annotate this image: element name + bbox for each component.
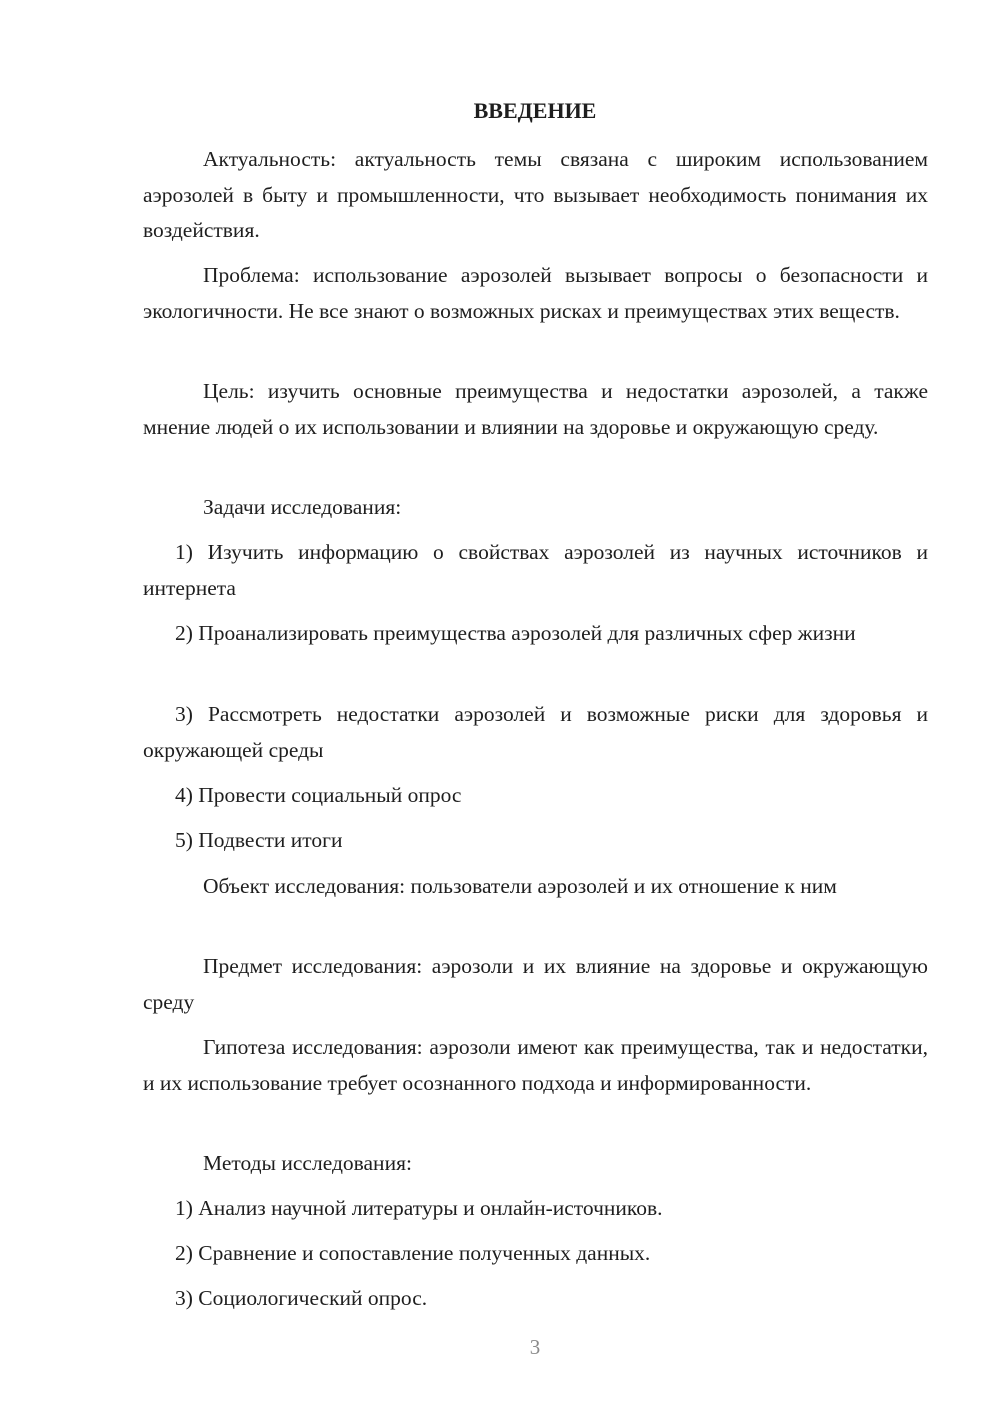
task-item-2: 2) Проанализировать преимущества аэрозолей для различных сфер жизни [175,621,856,645]
paragraph-problem: Проблема: использование аэрозолей вызывает вопросы о безопасности и экологичности. Не все знают о возможных рисках и преимуществах этих веществ. [143,263,928,323]
task-item-1: 1) Изучить информацию о свойствах аэрозолей из научных источников и интернета [143,540,928,600]
task-item-3: 3) Рассмотреть недостатки аэрозолей и возможные риски для здоровья и окружающей среды [143,702,928,762]
paragraph-relevance: Актуальность: актуальность темы связана с широким использованием аэрозолей в быту и промышленности, что вызывает необходимость понимания их воздействия. [143,147,928,242]
tasks-heading: Задачи исследования: [203,495,402,519]
paragraph-object: Объект исследования: пользователи аэрозолей и их отношение к ним [203,874,837,898]
methods-heading: Методы исследования: [203,1151,412,1175]
paragraph-goal: Цель: изучить основные преимущества и недостатки аэрозолей, а также мнение людей о их использовании и влиянии на здоровье и окружающую среду. [143,379,928,439]
method-item-3: 3) Социологический опрос. [175,1286,428,1310]
task-item-4: 4) Провести социальный опрос [175,783,462,807]
paragraph-subject: Предмет исследования: аэрозоли и их влияние на здоровье и окружающую среду [143,954,928,1014]
task-item-5: 5) Подвести итоги [175,828,343,852]
method-item-2: 2) Сравнение и сопоставление полученных данных. [175,1241,651,1265]
method-item-1: 1) Анализ научной литературы и онлайн-источников. [175,1196,663,1220]
paragraph-hypothesis: Гипотеза исследования: аэрозоли имеют как преимущества, так и недостатки, и их использование требует осознанного подхода и информированности. [143,1035,928,1095]
page-title: ВВЕДЕНИЕ [473,98,597,123]
page-number: 3 [529,1335,541,1359]
